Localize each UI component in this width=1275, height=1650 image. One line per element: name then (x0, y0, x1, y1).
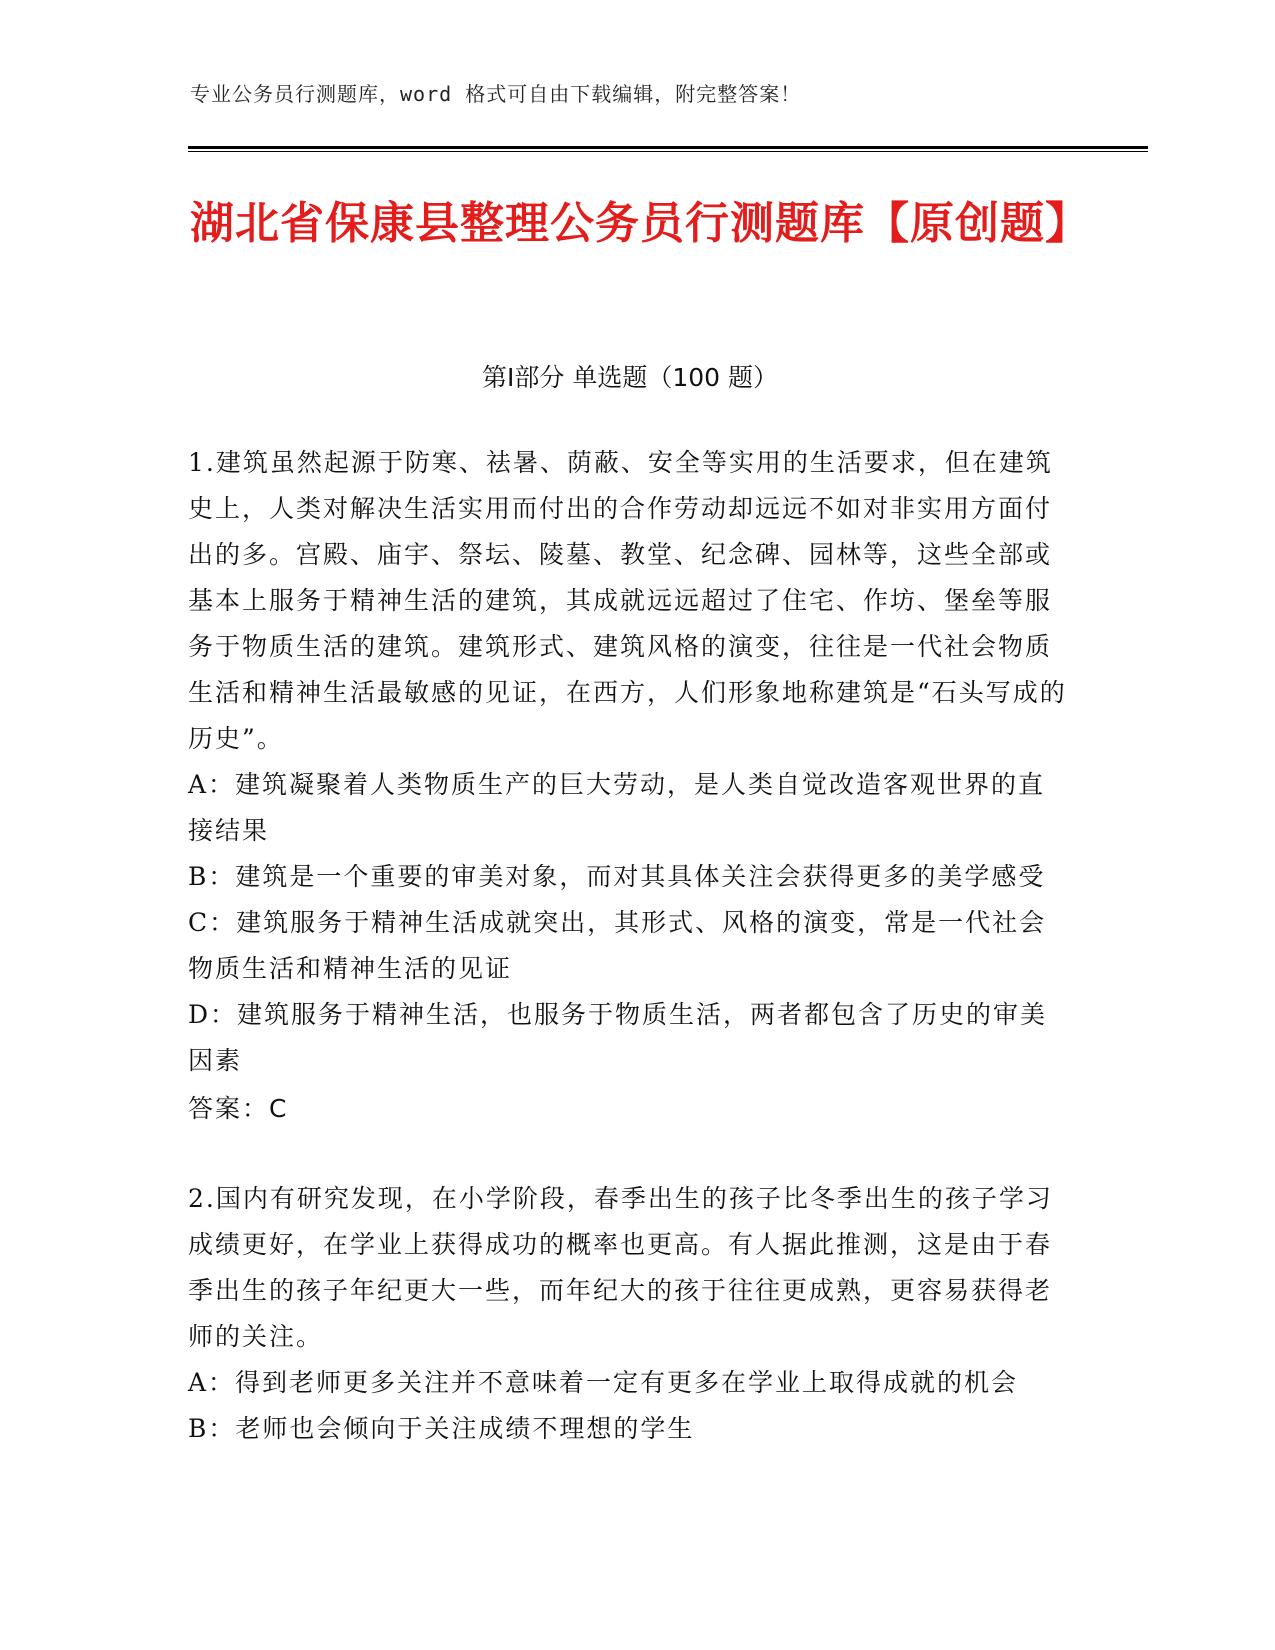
header-rule-thin (188, 151, 1148, 152)
option-b: B：建筑是一个重要的审美对象，而对其具体关注会获得更多的美学感受 (188, 862, 1046, 891)
question-stem: 2.国内有研究发现，在小学阶段，春季出生的孩子比冬季出生的孩子学习成绩更好，在学业上获得成功的概率也更高。有人据此推测，这是由于春季出生的孩子年纪更大一些，而年纪大的孩于往往更成熟，更容易获得老师的关注。 (188, 1184, 1053, 1351)
answer: 答案：C (188, 1094, 289, 1123)
option-c: C：建筑服务于精神生活成就突出，其形式、风格的演变，常是一代社会物质生活和精神生活的见证 (188, 908, 1047, 983)
option-a: A：建筑凝聚着人类物质生产的巨大劳动，是人类自觉改造客观世界的直接结果 (188, 770, 1046, 845)
question-1 (188, 440, 1068, 1134)
header-rule (188, 146, 1148, 153)
header-note: 专业公务员行测题库，word 格式可自由下载编辑，附完整答案！ (190, 82, 802, 106)
header-rule-thick (188, 146, 1148, 149)
option-d: D：建筑服务于精神生活，也服务于物质生活，两者都包含了历史的审美因素 (188, 1000, 1048, 1075)
question-2 (188, 1176, 1068, 1452)
question-list (188, 440, 1068, 1452)
section-title: 第Ⅰ部分 单选题（100 题） (482, 363, 778, 392)
option-b: B：老师也会倾向于关注成绩不理想的学生 (188, 1414, 695, 1443)
question-stem: 1.建筑虽然起源于防寒、祛暑、荫蔽、安全等实用的生活要求，但在建筑史上，人类对解决生活实用而付出的合作劳动却远远不如对非实用方面付出的多。宫殿、庙宇、祭坛、陵墓、教堂、纪念碑、园林等，这些全部或基本上服务于精神生活的建筑，其成就远远超过了住宅、作坊、堡垒等服务于物质生活的建筑。建筑形式、建筑风格的演变，往往是一代社会物质生活和精神生活最敏感的见证，在西方，人们形象地称建筑是“石头写成的历史”。 (188, 448, 1067, 753)
document-title: 湖北省保康县整理公务员行测题库【原创题】 (190, 198, 1090, 249)
option-a: A：得到老师更多关注并不意味着一定有更多在学业上取得成就的机会 (188, 1368, 1019, 1397)
